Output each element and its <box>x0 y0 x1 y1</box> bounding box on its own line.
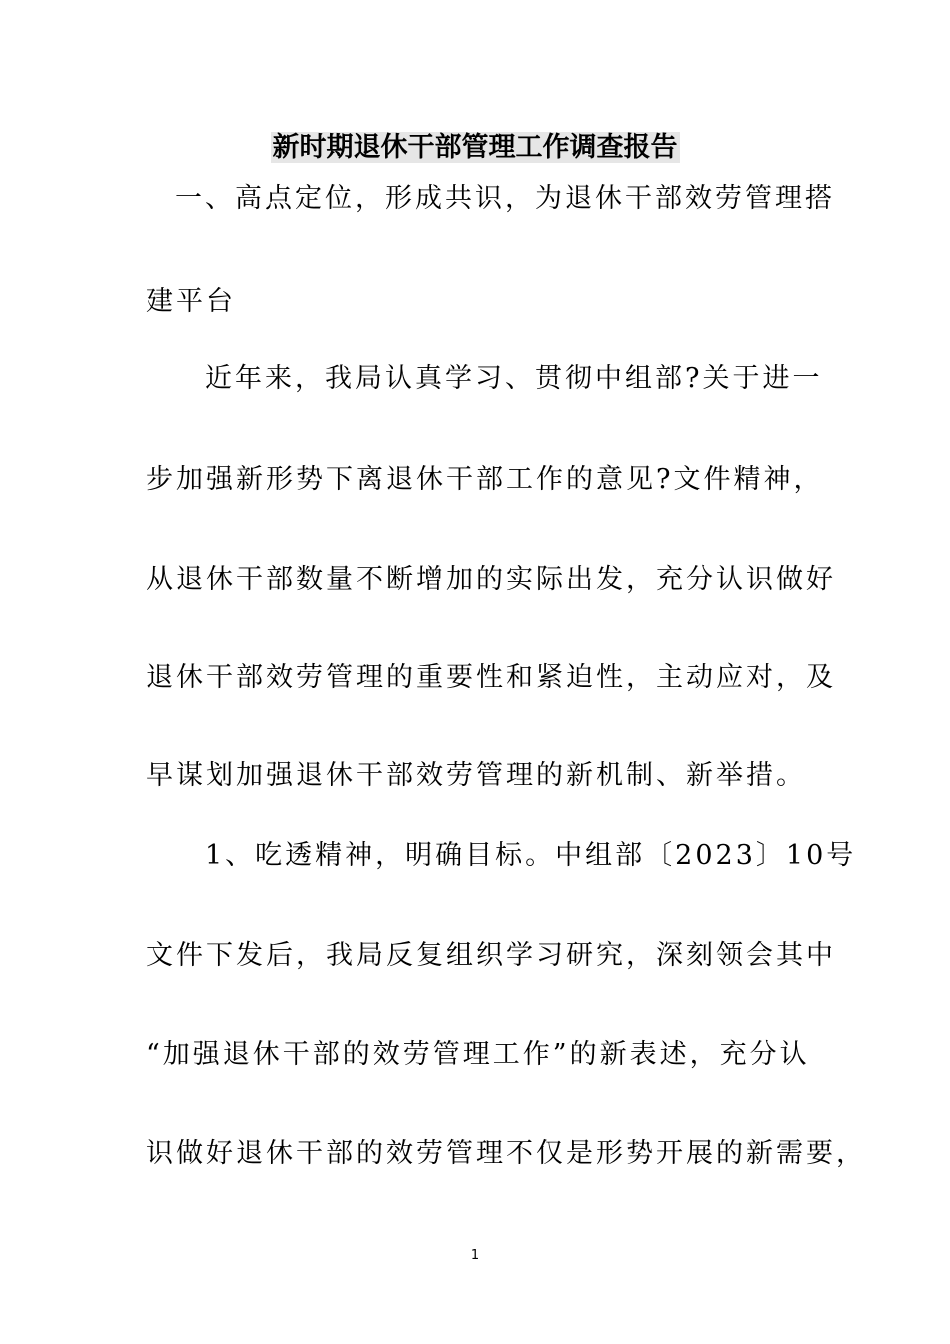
document-title <box>0 128 950 168</box>
document-title-text: 新时期退休干部管理工作调查报告 <box>272 132 678 163</box>
section-heading-line-1: 一、高点定位，形成共识，为退休干部效劳管理搭 <box>175 183 835 214</box>
paragraph-line: 识做好退休干部的效劳管理不仅是形势开展的新需要， <box>146 1138 866 1169</box>
paragraph-line: 早谋划加强退休干部效劳管理的新机制、新举措。 <box>146 760 806 791</box>
paragraph-line: 从退休干部数量不断增加的实际出发，充分认识做好 <box>146 564 836 595</box>
paragraph-line: 文件下发后，我局反复组织学习研究，深刻领会其中 <box>146 940 836 971</box>
paragraph-line: 1、吃透精神，明确目标。中组部〔2023〕10号 <box>205 840 857 871</box>
paragraph-line: “加强退休干部的效劳管理工作”的新表述，充分认 <box>146 1039 810 1070</box>
paragraph-line: 步加强新形势下离退休干部工作的意见?文件精神， <box>146 464 824 495</box>
page-number: 1 <box>470 1248 480 1263</box>
section-heading-line-2: 建平台 <box>146 286 236 317</box>
paragraph-line: 近年来，我局认真学习、贯彻中组部?关于进一 <box>205 363 823 394</box>
paragraph-line: 退休干部效劳管理的重要性和紧迫性，主动应对，及 <box>146 662 836 693</box>
